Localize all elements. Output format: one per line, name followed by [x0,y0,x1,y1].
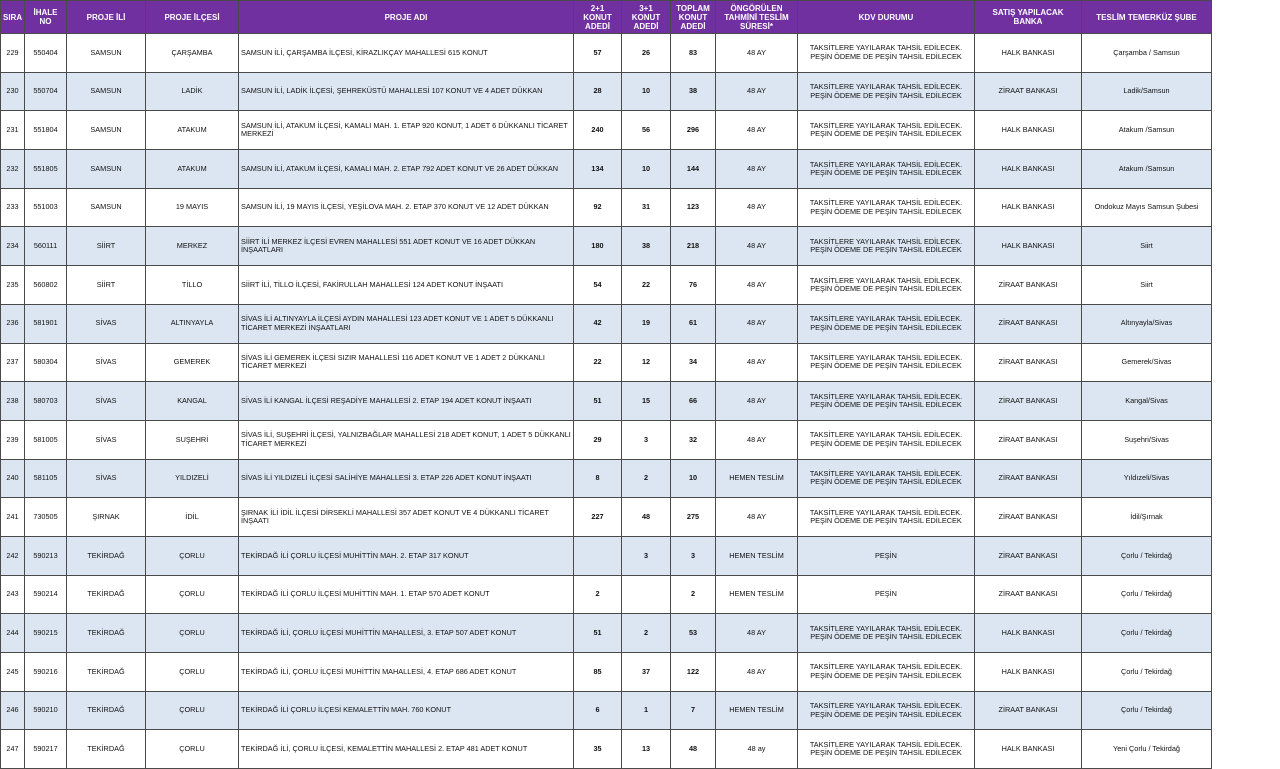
cell-ihale-no: 590213 [25,536,67,575]
cell-kdv-durumu [798,459,975,498]
cell-proje-ili: TEKİRDAĞ [67,614,146,653]
cell-teslim-suresi: 48 AY [716,420,798,459]
table-row [1,266,1212,305]
table-row [1,188,1212,227]
header-2plus1-konut: 2+1 KONUT ADEDİ [574,1,622,34]
kdv-line: TAKSİTLERE YAYILARAK TAHSİL EDİLECEK. [809,739,963,749]
cell-3plus1-konut: 48 [622,498,671,537]
header-proje-ili: PROJE İLİ [67,1,146,34]
kdv-line: PEŞİN ÖDEME DE PEŞİN TAHSİL EDİLECEK [810,245,962,255]
cell-satis-banka: HALK BANKASI [975,614,1082,653]
header-3plus1-konut: 3+1 KONUT ADEDİ [622,1,671,34]
kdv-line: PEŞİN ÖDEME DE PEŞİN TAHSİL EDİLECEK [810,438,962,448]
cell-teslim-suresi: 48 AY [716,343,798,382]
cell-proje-ili: SİVAS [67,304,146,343]
cell-kdv-durumu [798,575,975,614]
cell-toplam-konut: 32 [671,420,716,459]
cell-kdv-durumu [798,34,975,73]
cell-2plus1-konut: 6 [574,691,622,730]
table-row [1,575,1212,614]
table-row [1,498,1212,537]
cell-kdv-durumu [798,188,975,227]
cell-kdv-durumu [798,382,975,421]
cell-toplam-konut: 38 [671,72,716,111]
cell-teslim-suresi: 48 AY [716,227,798,266]
cell-sira: 237 [1,343,25,382]
cell-teslim-suresi: HEMEN TESLİM [716,536,798,575]
cell-3plus1-konut: 3 [622,536,671,575]
cell-proje-adi: SİVAS İLİ ALTINYAYLA İLÇESİ AYDIN MAHALLESİ 123 ADET KONUT VE 1 ADET 5 DÜKKANLI TİCARET MERKEZİ İNŞAATLARI [239,304,574,343]
cell-ihale-no: 560802 [25,266,67,305]
cell-ihale-no: 590210 [25,691,67,730]
cell-teslim-sube: Siirt [1082,266,1212,305]
cell-ihale-no: 550404 [25,34,67,73]
cell-teslim-sube: Ondokuz Mayıs Samsun Şubesi [1082,188,1212,227]
cell-ihale-no: 590214 [25,575,67,614]
cell-sira: 239 [1,420,25,459]
cell-ihale-no: 551003 [25,188,67,227]
cell-proje-adi: TEKİRDAĞ İLİ, ÇORLU İLÇESİ MUHİTTİN MAHALLESİ, 4. ETAP 686 ADET KONUT [239,653,574,692]
cell-satis-banka: HALK BANKASI [975,730,1082,769]
header-kdv-durumu: KDV DURUMU [798,1,975,34]
cell-kdv-durumu [798,266,975,305]
cell-proje-ilcesi: TİLLO [146,266,239,305]
cell-2plus1-konut: 92 [574,188,622,227]
cell-proje-ilcesi: ATAKUM [146,111,239,150]
cell-satis-banka: ZİRAAT BANKASI [975,536,1082,575]
cell-proje-ilcesi: KANGAL [146,382,239,421]
cell-kdv-durumu [798,111,975,150]
header-sira: SIRA [1,1,25,34]
cell-sira: 235 [1,266,25,305]
cell-satis-banka: HALK BANKASI [975,188,1082,227]
cell-satis-banka: ZİRAAT BANKASI [975,575,1082,614]
cell-toplam-konut: 61 [671,304,716,343]
cell-proje-adi: TEKİRDAĞ İLİ ÇORLU İLÇESİ KEMALETTİN MAH. 760 KONUT [239,691,574,730]
cell-2plus1-konut: 51 [574,382,622,421]
table-row [1,614,1212,653]
cell-satis-banka: HALK BANKASI [975,227,1082,266]
cell-ihale-no: 581005 [25,420,67,459]
cell-proje-ilcesi: 19 MAYIS [146,188,239,227]
cell-sira: 245 [1,653,25,692]
cell-proje-ili: SAMSUN [67,34,146,73]
table-row [1,536,1212,575]
cell-toplam-konut: 144 [671,150,716,189]
cell-teslim-sube: Çorlu / Tekirdağ [1082,614,1212,653]
cell-proje-adi: SAMSUN İLİ, ATAKUM İLÇESİ, KAMALI MAH. 2. ETAP 792 ADET KONUT VE 26 ADET DÜKKAN [239,150,574,189]
cell-teslim-suresi: 48 AY [716,382,798,421]
cell-kdv-durumu [798,227,975,266]
cell-proje-adi: TEKİRDAĞ İLİ, ÇORLU İLÇESİ, KEMALETTİN MAHALLESİ 2. ETAP 481 ADET KONUT [239,730,574,769]
cell-proje-ili: TEKİRDAĞ [67,536,146,575]
cell-3plus1-konut: 10 [622,72,671,111]
cell-kdv-durumu [798,304,975,343]
cell-sira: 230 [1,72,25,111]
cell-teslim-suresi: 48 AY [716,72,798,111]
cell-teslim-suresi: 48 ay [716,730,798,769]
cell-3plus1-konut: 12 [622,343,671,382]
cell-2plus1-konut: 28 [574,72,622,111]
cell-toplam-konut: 66 [671,382,716,421]
cell-3plus1-konut: 3 [622,420,671,459]
cell-sira: 229 [1,34,25,73]
cell-proje-ilcesi: SUŞEHRİ [146,420,239,459]
cell-teslim-suresi: 48 AY [716,188,798,227]
cell-proje-ili: SİİRT [67,266,146,305]
cell-sira: 231 [1,111,25,150]
table-row [1,150,1212,189]
cell-proje-ilcesi: GEMEREK [146,343,239,382]
cell-kdv-durumu [798,653,975,692]
table-row [1,420,1212,459]
cell-teslim-sube: İdil/Şırnak [1082,498,1212,537]
cell-proje-ili: SAMSUN [67,72,146,111]
table-row [1,227,1212,266]
table-row [1,691,1212,730]
kdv-line: TAKSİTLERE YAYILARAK TAHSİL EDİLECEK. [809,159,963,169]
kdv-line: PEŞİN ÖDEME DE PEŞİN TAHSİL EDİLECEK [810,709,962,719]
cell-proje-ilcesi: İDİL [146,498,239,537]
cell-proje-ilcesi: ÇORLU [146,653,239,692]
cell-ihale-no: 590216 [25,653,67,692]
cell-proje-ili: TEKİRDAĞ [67,653,146,692]
kdv-line: PEŞİN [875,550,897,560]
kdv-line: PEŞİN ÖDEME DE PEŞİN TAHSİL EDİLECEK [810,748,962,758]
cell-ihale-no: 730505 [25,498,67,537]
cell-ihale-no: 580703 [25,382,67,421]
kdv-line: PEŞİN ÖDEME DE PEŞİN TAHSİL EDİLECEK [810,400,962,410]
kdv-line: PEŞİN ÖDEME DE PEŞİN TAHSİL EDİLECEK [810,51,962,61]
cell-satis-banka: HALK BANKASI [975,150,1082,189]
cell-ihale-no: 590215 [25,614,67,653]
cell-proje-adi: SAMSUN İLİ, 19 MAYIS İLÇESİ, YEŞİLOVA MAH. 2. ETAP 370 KONUT VE 12 ADET DÜKKAN [239,188,574,227]
cell-3plus1-konut: 56 [622,111,671,150]
cell-satis-banka: ZİRAAT BANKASI [975,72,1082,111]
cell-proje-ili: SAMSUN [67,150,146,189]
cell-sira: 242 [1,536,25,575]
cell-3plus1-konut: 22 [622,266,671,305]
cell-kdv-durumu [798,536,975,575]
cell-3plus1-konut: 15 [622,382,671,421]
kdv-line: TAKSİTLERE YAYILARAK TAHSİL EDİLECEK. [809,82,963,92]
cell-proje-ili: TEKİRDAĞ [67,691,146,730]
cell-sira: 244 [1,614,25,653]
table-header [1,1,1212,34]
cell-3plus1-konut: 19 [622,304,671,343]
cell-toplam-konut: 122 [671,653,716,692]
cell-toplam-konut: 123 [671,188,716,227]
cell-3plus1-konut: 31 [622,188,671,227]
cell-proje-ili: SİİRT [67,227,146,266]
cell-proje-adi: SİVAS İLİ YILDIZELİ İLÇESİ SALİHİYE MAHALLESİ 3. ETAP 226 ADET KONUT İNŞAATI [239,459,574,498]
cell-toplam-konut: 296 [671,111,716,150]
cell-proje-ili: SAMSUN [67,111,146,150]
cell-teslim-sube: Kangal/Sivas [1082,382,1212,421]
cell-teslim-sube: Çorlu / Tekirdağ [1082,653,1212,692]
cell-proje-ilcesi: ÇORLU [146,614,239,653]
kdv-line: TAKSİTLERE YAYILARAK TAHSİL EDİLECEK. [809,662,963,672]
cell-proje-ilcesi: LADİK [146,72,239,111]
cell-proje-ilcesi: ÇORLU [146,575,239,614]
kdv-line: TAKSİTLERE YAYILARAK TAHSİL EDİLECEK. [809,236,963,246]
cell-proje-adi: SİİRT İLİ, TİLLO İLÇESİ, FAKİRULLAH MAHALLESİ 124 ADET KONUT İNŞAATI [239,266,574,305]
cell-toplam-konut: 2 [671,575,716,614]
kdv-line: PEŞİN ÖDEME DE PEŞİN TAHSİL EDİLECEK [810,283,962,293]
cell-sira: 243 [1,575,25,614]
cell-teslim-suresi: HEMEN TESLİM [716,459,798,498]
cell-proje-adi: TEKİRDAĞ İLİ ÇORLU İLÇESİ MUHİTTİN MAH. 2. ETAP 317 KONUT [239,536,574,575]
cell-ihale-no: 590217 [25,730,67,769]
cell-3plus1-konut: 1 [622,691,671,730]
cell-proje-ili: SİVAS [67,420,146,459]
kdv-line: TAKSİTLERE YAYILARAK TAHSİL EDİLECEK. [809,430,963,440]
header-teslim-sube: TESLİM TEMERKÜZ ŞUBE [1082,1,1212,34]
cell-proje-ili: TEKİRDAĞ [67,575,146,614]
kdv-line: PEŞİN ÖDEME DE PEŞİN TAHSİL EDİLECEK [810,477,962,487]
cell-teslim-sube: Çorlu / Tekirdağ [1082,575,1212,614]
cell-satis-banka: ZİRAAT BANKASI [975,498,1082,537]
cell-toplam-konut: 48 [671,730,716,769]
cell-teslim-sube: Yeni Çorlu / Tekirdağ [1082,730,1212,769]
cell-ihale-no: 560111 [25,227,67,266]
kdv-line: PEŞİN ÖDEME DE PEŞİN TAHSİL EDİLECEK [810,129,962,139]
cell-2plus1-konut: 51 [574,614,622,653]
cell-teslim-suresi: 48 AY [716,653,798,692]
cell-toplam-konut: 7 [671,691,716,730]
header-toplam-konut: TOPLAM KONUT ADEDİ [671,1,716,34]
cell-2plus1-konut: 35 [574,730,622,769]
cell-3plus1-konut: 2 [622,459,671,498]
cell-sira: 232 [1,150,25,189]
kdv-line: PEŞİN ÖDEME DE PEŞİN TAHSİL EDİLECEK [810,206,962,216]
cell-sira: 241 [1,498,25,537]
cell-teslim-sube: Çorlu / Tekirdağ [1082,691,1212,730]
header-satis-banka: SATIŞ YAPILACAK BANKA [975,1,1082,34]
cell-teslim-sube: Yıldızeli/Sivas [1082,459,1212,498]
kdv-line: TAKSİTLERE YAYILARAK TAHSİL EDİLECEK. [809,507,963,517]
table-row [1,343,1212,382]
kdv-line: TAKSİTLERE YAYILARAK TAHSİL EDİLECEK. [809,120,963,130]
cell-3plus1-konut [622,575,671,614]
cell-satis-banka: ZİRAAT BANKASI [975,691,1082,730]
cell-proje-adi: SAMSUN İLİ, ÇARŞAMBA İLÇESİ, KİRAZLIKÇAY MAHALLESİ 615 KONUT [239,34,574,73]
cell-kdv-durumu [798,498,975,537]
kdv-line: TAKSİTLERE YAYILARAK TAHSİL EDİLECEK. [809,275,963,285]
cell-sira: 247 [1,730,25,769]
table-row [1,34,1212,73]
cell-teslim-sube: Çarşamba / Samsun [1082,34,1212,73]
cell-2plus1-konut: 22 [574,343,622,382]
cell-proje-adi: SİVAS İLİ KANGAL İLÇESİ REŞADİYE MAHALLESİ 2. ETAP 194 ADET KONUT İNŞAATI [239,382,574,421]
cell-kdv-durumu [798,614,975,653]
cell-proje-ilcesi: ATAKUM [146,150,239,189]
cell-teslim-suresi: 48 AY [716,150,798,189]
table-row [1,111,1212,150]
cell-proje-ilcesi: YILDIZELİ [146,459,239,498]
cell-ihale-no: 580304 [25,343,67,382]
kdv-line: PEŞİN ÖDEME DE PEŞİN TAHSİL EDİLECEK [810,632,962,642]
cell-proje-ilcesi: MERKEZ [146,227,239,266]
cell-proje-ili: SİVAS [67,459,146,498]
table-row [1,304,1212,343]
cell-sira: 233 [1,188,25,227]
kdv-line: TAKSİTLERE YAYILARAK TAHSİL EDİLECEK. [809,469,963,478]
cell-proje-adi: SİVAS İLİ GEMEREK İLÇESİ SIZIR MAHALLESİ 116 ADET KONUT VE 1 ADET 2 DÜKKANLI TİCARET MERKEZİ [239,343,574,382]
kdv-line: TAKSİTLERE YAYILARAK TAHSİL EDİLECEK. [809,701,963,711]
cell-proje-ilcesi: ALTINYAYLA [146,304,239,343]
cell-teslim-sube: Suşehri/Sivas [1082,420,1212,459]
cell-sira: 236 [1,304,25,343]
kdv-line: TAKSİTLERE YAYILARAK TAHSİL EDİLECEK. [809,623,963,633]
cell-proje-ili: SİVAS [67,343,146,382]
cell-sira: 238 [1,382,25,421]
kdv-line: PEŞİN ÖDEME DE PEŞİN TAHSİL EDİLECEK [810,167,962,177]
kdv-line: TAKSİTLERE YAYILARAK TAHSİL EDİLECEK. [809,314,963,324]
cell-toplam-konut: 10 [671,459,716,498]
kdv-line: TAKSİTLERE YAYILARAK TAHSİL EDİLECEK. [809,198,963,208]
cell-teslim-sube: Çorlu / Tekirdağ [1082,536,1212,575]
table-row [1,730,1212,769]
cell-teslim-suresi: 48 AY [716,614,798,653]
cell-ihale-no: 551804 [25,111,67,150]
cell-2plus1-konut: 54 [574,266,622,305]
cell-ihale-no: 581105 [25,459,67,498]
cell-kdv-durumu [798,343,975,382]
header-proje-adi: PROJE ADI [239,1,574,34]
cell-teslim-suresi: HEMEN TESLİM [716,691,798,730]
cell-satis-banka: ZİRAAT BANKASI [975,382,1082,421]
cell-2plus1-konut: 134 [574,150,622,189]
cell-proje-ili: SAMSUN [67,188,146,227]
cell-3plus1-konut: 2 [622,614,671,653]
cell-ihale-no: 550704 [25,72,67,111]
header-proje-ilcesi: PROJE İLÇESİ [146,1,239,34]
cell-proje-ilcesi: ÇARŞAMBA [146,34,239,73]
cell-kdv-durumu [798,72,975,111]
header-row [1,1,1212,34]
cell-toplam-konut: 53 [671,614,716,653]
table-row [1,653,1212,692]
cell-sira: 246 [1,691,25,730]
cell-proje-ilcesi: ÇORLU [146,730,239,769]
cell-proje-ili: TEKİRDAĞ [67,730,146,769]
cell-sira: 234 [1,227,25,266]
cell-satis-banka: HALK BANKASI [975,653,1082,692]
cell-2plus1-konut: 240 [574,111,622,150]
cell-proje-adi: ŞIRNAK İLİ İDİL İLÇESİ DİRSEKLİ MAHALLESİ 357 ADET KONUT VE 4 DÜKKANLI TİCARET İNŞAATI [239,498,574,537]
header-teslim-suresi: ÖNGÖRÜLEN TAHMİNİ TESLİM SÜRESİ* [716,1,798,34]
cell-toplam-konut: 218 [671,227,716,266]
table-row [1,382,1212,421]
cell-teslim-sube: Ladik/Samsun [1082,72,1212,111]
cell-toplam-konut: 275 [671,498,716,537]
cell-teslim-sube: Atakum /Samsun [1082,150,1212,189]
cell-satis-banka: ZİRAAT BANKASI [975,420,1082,459]
cell-proje-ilcesi: ÇORLU [146,536,239,575]
cell-ihale-no: 551805 [25,150,67,189]
cell-toplam-konut: 83 [671,34,716,73]
cell-proje-adi: TEKİRDAĞ İLİ, ÇORLU İLÇESİ MUHİTTİN MAHALLESİ, 3. ETAP 507 ADET KONUT [239,614,574,653]
cell-2plus1-konut: 85 [574,653,622,692]
kdv-line: TAKSİTLERE YAYILARAK TAHSİL EDİLECEK. [809,43,963,53]
cell-3plus1-konut: 13 [622,730,671,769]
cell-proje-adi: TEKİRDAĞ İLİ ÇORLU İLÇESİ MUHİTTİN MAH. 1. ETAP 570 ADET KONUT [239,575,574,614]
cell-2plus1-konut: 8 [574,459,622,498]
cell-toplam-konut: 3 [671,536,716,575]
kdv-line: PEŞİN ÖDEME DE PEŞİN TAHSİL EDİLECEK [810,90,962,100]
cell-3plus1-konut: 37 [622,653,671,692]
cell-2plus1-konut [574,536,622,575]
cell-teslim-sube: Atakum /Samsun [1082,111,1212,150]
cell-proje-adi: SAMSUN İLİ, LADİK İLÇESİ, ŞEHREKÜSTÜ MAHALLESİ 107 KONUT VE 4 ADET DÜKKAN [239,72,574,111]
cell-teslim-suresi: 48 AY [716,34,798,73]
cell-3plus1-konut: 38 [622,227,671,266]
cell-satis-banka: HALK BANKASI [975,34,1082,73]
cell-satis-banka: ZİRAAT BANKASI [975,459,1082,498]
cell-teslim-suresi: 48 AY [716,111,798,150]
table-row [1,459,1212,498]
kdv-line: PEŞİN ÖDEME DE PEŞİN TAHSİL EDİLECEK [810,361,962,371]
cell-teslim-suresi: 48 AY [716,266,798,305]
cell-ihale-no: 581901 [25,304,67,343]
kdv-line: PEŞİN ÖDEME DE PEŞİN TAHSİL EDİLECEK [810,322,962,332]
cell-sira: 240 [1,459,25,498]
cell-2plus1-konut: 2 [574,575,622,614]
kdv-line: TAKSİTLERE YAYILARAK TAHSİL EDİLECEK. [809,391,963,401]
cell-proje-adi: SİİRT İLİ MERKEZ İLÇESİ EVREN MAHALLESİ 551 ADET KONUT VE 16 ADET DÜKKAN İNŞAATLARI [239,227,574,266]
cell-satis-banka: ZİRAAT BANKASI [975,343,1082,382]
cell-kdv-durumu [798,420,975,459]
cell-teslim-suresi: 48 AY [716,498,798,537]
kdv-line: PEŞİN ÖDEME DE PEŞİN TAHSİL EDİLECEK [810,670,962,680]
cell-2plus1-konut: 180 [574,227,622,266]
cell-toplam-konut: 34 [671,343,716,382]
cell-2plus1-konut: 227 [574,498,622,537]
header-ihale-no: İHALE NO [25,1,67,34]
cell-proje-ilcesi: ÇORLU [146,691,239,730]
cell-2plus1-konut: 29 [574,420,622,459]
cell-proje-adi: SİVAS İLİ, SUŞEHRİ İLÇESİ, YALNIZBAĞLAR MAHALLESİ 218 ADET KONUT, 1 ADET 5 DÜKKANLI TİCARET MERKEZİ [239,420,574,459]
cell-kdv-durumu [798,150,975,189]
cell-teslim-suresi: 48 AY [716,304,798,343]
cell-proje-ili: SİVAS [67,382,146,421]
table-body [1,34,1212,769]
cell-kdv-durumu [798,691,975,730]
cell-satis-banka: ZİRAAT BANKASI [975,266,1082,305]
table-row [1,72,1212,111]
kdv-line: PEŞİN ÖDEME DE PEŞİN TAHSİL EDİLECEK [810,516,962,526]
cell-teslim-sube: Altınyayla/Sivas [1082,304,1212,343]
cell-proje-adi: SAMSUN İLİ, ATAKUM İLÇESİ, KAMALI MAH. 1. ETAP 920 KONUT, 1 ADET 6 DÜKKANLI TİCARET MERKEZİ [239,111,574,150]
cell-3plus1-konut: 26 [622,34,671,73]
cell-teslim-sube: Siirt [1082,227,1212,266]
kdv-line: PEŞİN [875,589,897,599]
kdv-line: TAKSİTLERE YAYILARAK TAHSİL EDİLECEK. [809,352,963,362]
cell-toplam-konut: 76 [671,266,716,305]
cell-kdv-durumu [798,730,975,769]
cell-proje-ili: ŞIRNAK [67,498,146,537]
cell-3plus1-konut: 10 [622,150,671,189]
cell-satis-banka: HALK BANKASI [975,111,1082,150]
cell-satis-banka: ZİRAAT BANKASI [975,304,1082,343]
cell-teslim-suresi: HEMEN TESLİM [716,575,798,614]
cell-2plus1-konut: 42 [574,304,622,343]
cell-teslim-sube: Gemerek/Sivas [1082,343,1212,382]
cell-2plus1-konut: 57 [574,34,622,73]
